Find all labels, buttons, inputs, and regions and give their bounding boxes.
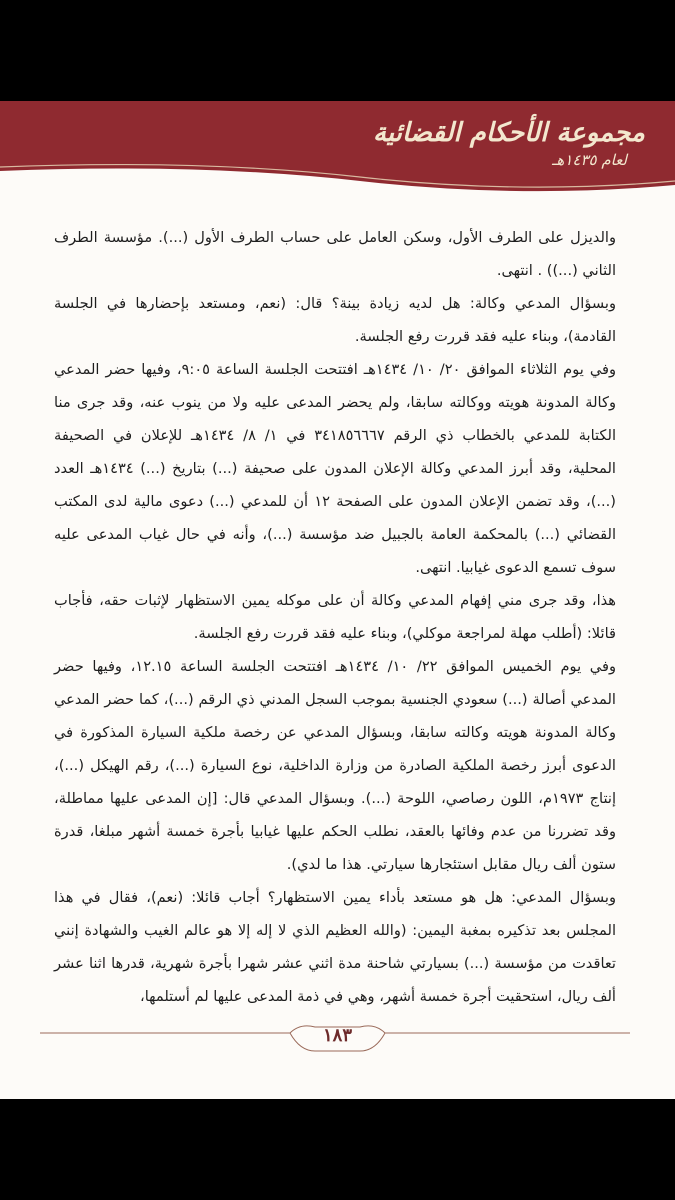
- page-header-banner: [0, 101, 675, 199]
- paragraph: وبسؤال المدعي: هل هو مستعد بأداء يمين الاستظهار؟ أجاب قائلا: (نعم)، فقال في هذا المجلس بعد تذكيره بمغبة اليمين: (والله العظيم الذي لا إله إلا هو عالم الغيب والشهادة إنني تعاقدت من مؤسسة (...) بسيارتي شاحنة مدة اثني عشر شهرا بأجرة شهرية، قدرها اثنا عشر ألف ريال، استحقيت أجرة خمسة أشهر، وهي في ذمة المدعى عليها لم أستلمها،: [54, 889, 616, 1005]
- paragraph: وفي يوم الخميس الموافق ٢٢/ ١٠/ ١٤٣٤هـ افتتحت الجلسة الساعة ١٢.١٥، وفيها حضر المدعي أصالة (...) سعودي الجنسية بموجب السجل المدني ذي الرقم (...)، كما حضر المدعي وكالة المدونة هويته وكالته سابقا، وبسؤال المدعي عن رخصة ملكية السيارة المذكورة في الدعوى أبرز رخصة الملكية الصادرة من وزارة الداخلية، نوع السيارة (...)، رقم الهيكل (...)، إنتاج ١٩٧٣م، اللون رصاصي، اللوحة (...). وبسؤال المدعي قال: [إن المدعى عليها مماطلة، وقد تضررنا من عدم وفائها بالعقد، نطلب الحكم عليها غيابيا بأجرة خمسة أشهر مبلغا، قدرة ستون ألف ريال مقابل استئجارها سيارتي. هذا ما لدي).: [54, 658, 616, 873]
- page-number: ١٨٣: [322, 1025, 352, 1046]
- paragraph: وبسؤال المدعي وكالة: هل لديه زيادة بينة؟ قال: (نعم، ومستعد بإحضارها في الجلسة القادمة)، وبناء عليه فقد قررت رفع الجلسة.: [54, 295, 616, 345]
- paragraph: والديزل على الطرف الأول، وسكن العامل على حساب الطرف الأول (...). مؤسسة الطرف الثاني (...)) . انتهى.: [54, 229, 616, 279]
- header-title-block: [373, 117, 645, 169]
- book-year: لعام ١٤٣٥هـ: [552, 151, 627, 169]
- book-title: مجموعة الأحكام القضائية: [372, 118, 645, 148]
- document-page: [0, 101, 675, 1099]
- paragraph: وفي يوم الثلاثاء الموافق ٢٠/ ١٠/ ١٤٣٤هـ افتتحت الجلسة الساعة ٩:٠٥، وفيها حضر المدعي وكالة المدونة هويته ووكالته سابقا، ولم يحضر المدعى عليه ولا من ينوب عنه، وقد جرى منا الكتابة للمدعي بالخطاب ذي الرقم ٣٤١٨٥٦٦٦٧ في ١/ ٨/ ١٤٣٤هـ للإعلان في الصحيفة المحلية، وقد أبرز المدعي وكالة الإعلان المدون على صحيفة (...) بتاريخ (...) ١٤٣٤هـ العدد (...)، وقد تضمن الإعلان المدون على الصفحة ١٢ أن للمدعي (...) دعوى مالية لدى المكتب القضائي (...) بالمحكمة العامة بالجبيل ضد مؤسسة (...)، وأنه في حال غياب المدعى عليه سوف تسمع الدعوى غيابيا. انتهى.: [54, 361, 617, 576]
- page-body: [54, 221, 616, 1013]
- paragraph: هذا، وقد جرى مني إفهام المدعي وكالة أن على موكله يمين الاستظهار لإثبات حقه، فأجاب قائلا: (أطلب مهلة لمراجعة موكلي)، وبناء عليه فقد قررت رفع الجلسة.: [54, 592, 616, 642]
- page-footer: [0, 1021, 675, 1061]
